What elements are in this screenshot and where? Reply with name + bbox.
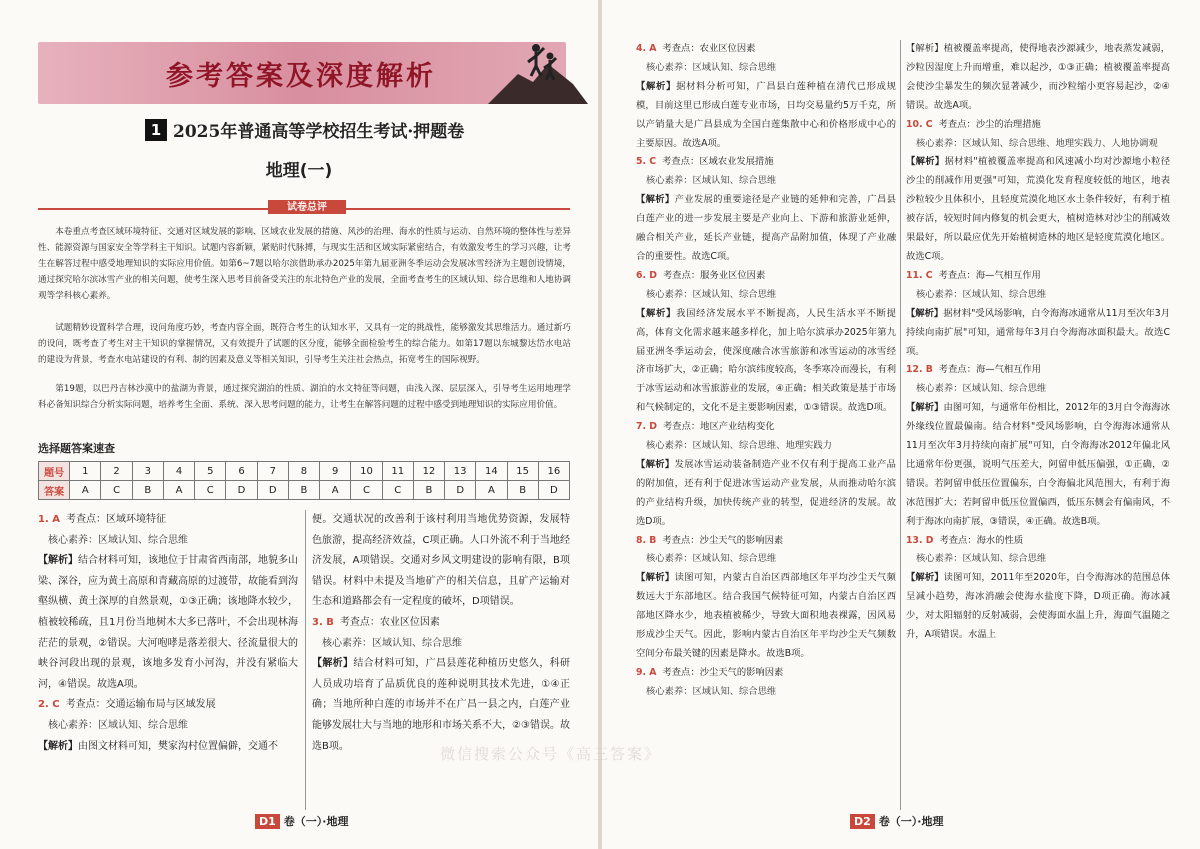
question-number: 13 [445,462,476,481]
question-number: 15 [507,462,538,481]
intro-paragraph-2: 试题精妙设置科学合理，设问角度巧妙，考查内容全面，既符合考生的认知水平，又具有一定的挑战性，能够激发其思维活力。通过新巧的设问，既考查了考生对主干知识的掌握情况，又有效提升了试题的区分度，能够全面检验考生的综合能力。如第17题以东城黎达岱水电站的建设为背景，考查水电站建设的有利、制约因素及意义等相关知识，引导考生关注社会热点，拓宽考生的国际视野。 [38,323,571,365]
item-head-7: 7. D 考查点：地区产业结构变化 [636,421,775,433]
quick-answer-title: 选择题答案速查 [38,442,115,455]
item-head-5: 5. C 考查点：区域农业发展措施 [636,156,774,168]
column-divider [900,40,901,810]
item-head-12: 12. B 考查点：海—气相互作用 [906,364,1042,376]
question-number: 7 [257,462,288,481]
explain-8: 【解析】读图可知，内蒙古自治区西部地区年平均沙尘天气频数远大于东部地区。结合我国气候特征可知，内蒙古自治区西部地区降水少，地表植被稀少，导致大面积地表裸露，因风易形成沙尘天气。因此，影响内蒙古自治区年平均沙尘天气频数空间分布最关键的因素是降水。故选B项。 [636,572,896,659]
subject-title: 地理(一) [265,161,333,181]
literacy-2: 核心素养：区域认知、综合思维 [48,719,188,731]
literacy-3: 核心素养：区域认知、综合思维 [322,637,462,649]
question-number: 10 [351,462,382,481]
question-number: 12 [413,462,444,481]
answer-table-number-row [39,462,570,481]
right-page [602,0,1200,849]
question-number: 1 [70,462,101,481]
climbers-illustration [478,34,588,104]
question-number: 16 [538,462,569,481]
item-head-6: 6. D 考查点：服务业区位因素 [636,269,766,281]
literacy-5: 核心素养：区域认知、综合思维 [646,175,777,187]
literacy-13: 核心素养：区域认知、综合思维 [916,553,1047,565]
item-head-11: 11. C 考查点：海—气相互作用 [906,269,1041,281]
explain-3: 【解析】结合材料可知，广昌县莲花种植历史悠久，科研人员成功培育了品质优良的莲种说明其技术先进，①④正确；当地所种白莲的市场并不在广昌一县之内，白莲产业能够发展壮大与当地的地形和市场关系不大，②③错误。故选B项。 [312,658,571,752]
explain-2: 【解析】由图文材料可知，樊家沟村位置偏僻，交通不 [38,740,278,752]
explain-1: 【解析】结合材料可知，该地位于甘肃省西南部，地貌多山梁、深谷，应为黄土高原和青藏高原的过渡带，故能看到沟壑纵横、黄土深厚的自然景观，①③正确；该地降水较少，植被较稀疏，且1月份当地树木大多已落叶，不会出现林海茫茫的景观，②错误。大河咆哮是落差很大、径流量很大的峡谷河段出现的景观，该地多发育小河沟，并没有紧临大河，④错误。故选A项。 [38,555,298,690]
literacy-11: 核心素养：区域认知、综合思维 [916,288,1047,300]
item-head-9: 9. A 考查点：沙尘天气的影响因素 [636,666,784,678]
answer-cell: D [257,481,288,500]
item-head-4: 4. A 考查点：农业区位因素 [636,43,756,54]
explain-2-continued: 便。交通状况的改善利于该村利用当地优势资源，发展特色旅游，提高经济效益，C项正确。人口外流不利于当地经济发展，A项错误。交通对乡风文明建设的影响有限，B项错误。材料中未提及当地矿产的相关信息，且矿产运输对生态和道路都会有一定程度的破坏，D项错误。 [312,514,570,608]
item-head-10: 10. C 考查点：沙尘的治理措施 [906,118,1041,130]
answer-cell: B [507,481,538,500]
question-number: 8 [288,462,319,481]
answer-cell: C [351,481,382,500]
question-number: 5 [195,462,226,481]
explain-11: 【解析】据材料"受风场影响，白令海海冰通常从11月至次年3月持续向南扩展"可知，通常每年3月白令海海冰面积最大。故选C项。 [906,307,1170,357]
question-number: 2 [101,462,132,481]
explain-9: 【解析】植被覆盖率提高，使得地表沙源减少，地表蒸发减弱，沙粒因湿度上升而增重，难以起沙，①③正确；植被覆盖率提高会使沙尘暴发生的频次显著减少，而沙粒缩小更容易起沙，②④错误。故选A项。 [906,43,1170,111]
answer-table [38,461,570,500]
answer-cell: D [445,481,476,500]
left-footer [255,813,348,829]
literacy-6: 核心素养：区域认知、综合思维 [646,288,777,300]
answer-cell: A [163,481,194,500]
question-number: 9 [320,462,351,481]
watermark: 微信搜索公众号《高三答案》 [440,745,662,763]
question-number: 6 [226,462,257,481]
question-number: 11 [382,462,413,481]
explain-6: 【解析】我国经济发展水平不断提高，人民生活水平不断提高，体育文化需求越来越多样化，加上哈尔滨承办2025年第九届亚洲冬季运动会，使深度融合冰雪旅游和冰雪运动的冰雪经济市场扩大，②正确；哈尔滨纬度较高，冬季寒冷而漫长，有利于冰雪运动和冰雪旅游业的发展，④正确；相关政策是基于市场和气候制定的，文化不是主要影响因素，①③错误。故选D项。 [636,307,896,414]
page-badge: D1 [255,814,280,829]
literacy-1: 核心素养：区域认知、综合思维 [48,534,188,546]
exam-number: 1 [145,119,167,141]
left-column-2 [312,510,570,757]
question-number: 3 [132,462,163,481]
literacy-8: 核心素养：区域认知、综合思维 [646,553,777,565]
answer-cell: C [101,481,132,500]
explain-10: 【解析】据材料"植被覆盖率提高和风速减小均对沙源地小粒径沙尘的削减作用更强"可知，荒漠化发育程度较低的地区，地表沙粒较少且体积小，且轻度荒漠化地区水土条件较好，有利于植被存活，较短时间内修复的机会更大，植树造林对沙尘的削减效果最好，所以最应优先开始植树造林的地区是轻度荒漠化地区。故选C项。 [906,156,1170,262]
answer-cell: A [320,481,351,500]
answer-cell: C [195,481,226,500]
answer-cell: B [132,481,163,500]
item-head-3: 3. B 考查点：农业区位因素 [312,616,440,628]
explain-12: 【解析】由图可知，与通常年份相比，2012年的3月白令海海冰外缘线位置最偏南。结合材料"受风场影响，白令海海冰通常从11月至次年3月持续向南扩展"可知，白令海海冰2012年偏北风比通常年份更强，说明气压差大，阿留申低压偏强，①正确，②错误。若阿留申低压位置偏东，白令海偏北风范围大，有利于海冰范围扩大；若阿留申低压位置偏西，低压东侧会有偏南风，不利于海冰向南扩展，③错误，④正确。故选B项。 [906,402,1170,527]
question-number: 14 [476,462,507,481]
item-head-13: 13. D 考查点：海水的性质 [906,534,1024,546]
answer-cell: C [382,481,413,500]
page-badge: D2 [850,814,875,829]
literacy-12: 核心素养：区域认知、综合思维 [916,383,1047,395]
explain-5: 【解析】产业发展的重要途径是产业链的延伸和完善，广昌县白莲产业的进一步发展主要是产业向上、下游和旅游业延伸，融合相关产业，延长产业链，提高产品附加值，体现了产业融合的重要性。故选C项。 [636,194,896,262]
exam-title: 2025年普通高等学校招生考试·押题卷 [173,122,465,142]
right-column-2 [906,40,1170,645]
explain-13: 【解析】读图可知，2011年至2020年，白令海海冰的范围总体呈减小趋势，海冰消融会使海水盐度下降，D项正确。海冰减少，对太阳辐射的反射减弱，会使海面水温上升，海面气温随之升，A项错误。水温上 [906,572,1170,641]
answer-row-label: 答案 [39,481,70,500]
footer-text: 卷（一）·地理 [878,815,944,828]
answer-cell: D [226,481,257,500]
literacy-9: 核心素养：区域认知、综合思维 [646,685,777,697]
footer-text: 卷（一）·地理 [283,815,349,828]
answer-cell: A [476,481,507,500]
literacy-4: 核心素养：区域认知、综合思维 [646,61,777,73]
question-number: 4 [163,462,194,481]
item-head-2: 2. C 考查点：交通运输布局与区域发展 [38,699,216,711]
review-bar [38,201,570,215]
right-column-1 [636,40,896,702]
right-footer [850,813,943,829]
exam-heading [145,117,464,142]
literacy-7: 核心素养：区域认知、综合思维、地理实践力 [646,440,832,452]
left-page [0,0,598,849]
literacy-10: 核心素养：区域认知、综合思维、地理实践力、人地协调观 [916,137,1158,149]
answer-table-answer-row [39,481,570,500]
explain-4: 【解析】据材料分析可知，广昌县白莲种植在清代已形成规模，目前这里已形成白莲专业市场，日均交易量约5万千克，所以产销量大是广昌县成为全国白莲集散中心和价格形成中心的主要原因。故选A项。 [636,80,896,149]
explain-7: 【解析】发展冰雪运动装备制造产业不仅有利于提高工业产品的附加值，还有利于促进冰雪运动产业发展，从而推动哈尔滨的产业结构升级，加快传统产业的转型，促进经济的发展。故选D项。 [636,458,896,527]
column-divider [305,510,306,810]
left-column-1 [38,510,298,757]
banner-title: 参考答案及深度解析 [166,61,436,92]
answer-cell: A [70,481,101,500]
review-label: 试卷总评 [268,200,346,214]
item-head-8: 8. B 考查点：沙尘天气的影响因素 [636,534,784,546]
number-row-label: 题号 [39,462,70,481]
intro-paragraph-1: 本卷重点考查区域环境特征、交通对区域发展的影响、区域农业发展的措施、风沙的治理、海水的性质与运动、自然环境的整体性与差异性、能源资源与国家安全等学科主干知识。试题内容新颖，紧贴时代脉搏，与现实生活和区域实际紧密结合，有效激发考生的学习兴趣，让考生在解答过程中感受地理知识的实际应用价值。如第6~7题以哈尔滨借助承办2025年第九届亚洲冬季运动会发展冰雪经济为主题创设情境，通过探究哈尔滨冰雪产业的相关问题，使考生深入思考目前备受关注的东北特色产业的发展，全面考查考生的区域认知、综合思维和人地协调观等学科核心素养。 [38,227,571,301]
answer-cell: B [288,481,319,500]
intro-paragraph-3: 第19题，以巴丹吉林沙漠中的盐湖为背景，通过探究湖泊的性质、湖泊的水文特征等问题，由浅入深、层层深入，引导考生运用地理学科必备知识综合分析实际问题，培养考生全面、系统、深入思考问题的能力，让考生在解答问题的过程中感受到地理知识的实际应用价值。 [38,384,571,410]
answer-cell: B [413,481,444,500]
answer-cell: D [538,481,569,500]
item-head-1: 1. A 考查点：区域环境特征 [38,514,166,525]
